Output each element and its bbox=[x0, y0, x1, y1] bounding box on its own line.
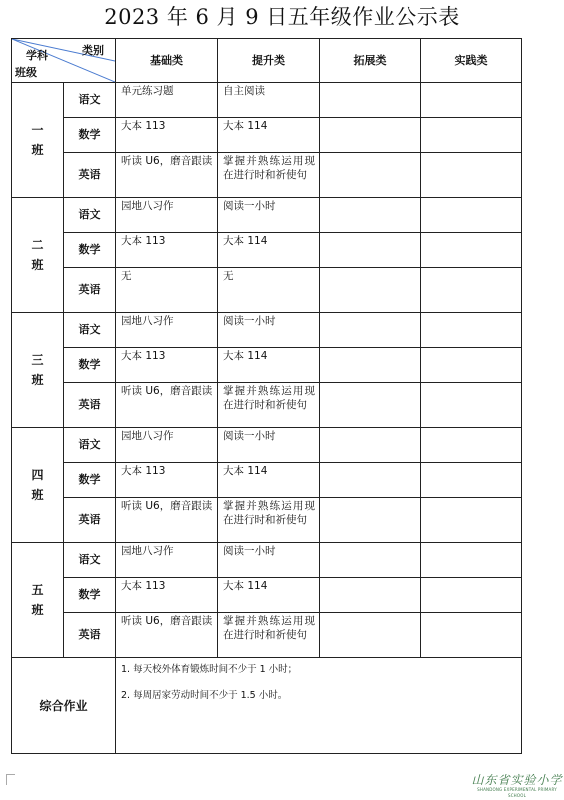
corner-class-label: 班级 bbox=[15, 66, 37, 79]
table-row bbox=[12, 118, 522, 153]
class-name-cell: 三 班 bbox=[12, 313, 64, 428]
corner-cell bbox=[12, 39, 116, 83]
practice-homework-cell bbox=[421, 233, 522, 268]
practice-homework-cell bbox=[421, 313, 522, 348]
practice-homework-cell bbox=[421, 543, 522, 578]
subject-cell: 英语 bbox=[64, 268, 116, 313]
table-row bbox=[12, 83, 522, 118]
basic-homework-cell: 听读 U6，磨音跟读 bbox=[116, 498, 218, 543]
corner-category-label: 类别 bbox=[82, 44, 104, 57]
basic-homework-cell: 园地八习作 bbox=[116, 313, 218, 348]
column-header-advanced: 提升类 bbox=[218, 39, 320, 83]
subject-cell: 英语 bbox=[64, 383, 116, 428]
subject-cell: 英语 bbox=[64, 153, 116, 198]
table-row bbox=[12, 498, 522, 543]
basic-homework-cell: 听读 U6，磨音跟读 bbox=[116, 153, 218, 198]
basic-homework-cell: 园地八习作 bbox=[116, 198, 218, 233]
advanced-homework-cell: 大本 114 bbox=[218, 233, 320, 268]
table-row bbox=[12, 543, 522, 578]
corner-crop-mark bbox=[6, 774, 15, 785]
basic-homework-cell: 大本 113 bbox=[116, 348, 218, 383]
header-row bbox=[12, 39, 522, 83]
table-row bbox=[12, 313, 522, 348]
corner-subject-label: 学科 bbox=[26, 49, 48, 62]
advanced-homework-cell: 大本 114 bbox=[218, 118, 320, 153]
advanced-homework-cell: 阅读一小时 bbox=[218, 543, 320, 578]
subject-cell: 语文 bbox=[64, 313, 116, 348]
basic-homework-cell: 大本 113 bbox=[116, 118, 218, 153]
table-row bbox=[12, 383, 522, 428]
advanced-homework-cell: 掌握并熟练运用现在进行时和祈使句 bbox=[218, 498, 320, 543]
basic-homework-cell: 大本 113 bbox=[116, 233, 218, 268]
basic-homework-cell: 听读 U6，磨音跟读 bbox=[116, 613, 218, 658]
practice-homework-cell bbox=[421, 268, 522, 313]
subject-cell: 数学 bbox=[64, 118, 116, 153]
subject-cell: 数学 bbox=[64, 233, 116, 268]
advanced-homework-cell: 阅读一小时 bbox=[218, 313, 320, 348]
practice-homework-cell bbox=[421, 198, 522, 233]
class-name-cell: 二 班 bbox=[12, 198, 64, 313]
basic-homework-cell: 单元练习题 bbox=[116, 83, 218, 118]
subject-cell: 英语 bbox=[64, 498, 116, 543]
practice-homework-cell bbox=[421, 383, 522, 428]
basic-homework-cell: 听读 U6，磨音跟读 bbox=[116, 383, 218, 428]
column-header-basic: 基础类 bbox=[116, 39, 218, 83]
subject-cell: 英语 bbox=[64, 613, 116, 658]
comprehensive-label: 综合作业 bbox=[12, 658, 116, 754]
extended-homework-cell bbox=[320, 268, 421, 313]
table-row bbox=[12, 613, 522, 658]
table-row bbox=[12, 268, 522, 313]
page-title: 2023 年 6 月 9 日五年级作业公示表 bbox=[104, 5, 460, 29]
advanced-homework-cell: 阅读一小时 bbox=[218, 428, 320, 463]
class-name-cell: 一 班 bbox=[12, 83, 64, 198]
practice-homework-cell bbox=[421, 153, 522, 198]
class-name-cell: 四 班 bbox=[12, 428, 64, 543]
column-header-practice: 实践类 bbox=[421, 39, 522, 83]
comprehensive-item: 1. 每天校外体育锻炼时间不少于 1 小时； bbox=[121, 664, 298, 675]
extended-homework-cell bbox=[320, 543, 421, 578]
extended-homework-cell bbox=[320, 498, 421, 543]
extended-homework-cell bbox=[320, 428, 421, 463]
practice-homework-cell bbox=[421, 498, 522, 543]
advanced-homework-cell: 阅读一小时 bbox=[218, 198, 320, 233]
extended-homework-cell bbox=[320, 198, 421, 233]
advanced-homework-cell: 大本 114 bbox=[218, 463, 320, 498]
table-row bbox=[12, 198, 522, 233]
practice-homework-cell bbox=[421, 463, 522, 498]
practice-homework-cell bbox=[421, 428, 522, 463]
extended-homework-cell bbox=[320, 233, 421, 268]
advanced-homework-cell: 自主阅读 bbox=[218, 83, 320, 118]
comprehensive-row bbox=[12, 658, 522, 754]
basic-homework-cell: 园地八习作 bbox=[116, 543, 218, 578]
extended-homework-cell bbox=[320, 348, 421, 383]
class-name-cell: 五 班 bbox=[12, 543, 64, 658]
extended-homework-cell bbox=[320, 613, 421, 658]
extended-homework-cell bbox=[320, 313, 421, 348]
school-logo bbox=[470, 773, 564, 799]
advanced-homework-cell: 掌握并熟练运用现在进行时和祈使句 bbox=[218, 383, 320, 428]
table-row bbox=[12, 233, 522, 268]
table-row bbox=[12, 153, 522, 198]
subject-cell: 数学 bbox=[64, 348, 116, 383]
advanced-homework-cell: 大本 114 bbox=[218, 348, 320, 383]
subject-cell: 数学 bbox=[64, 463, 116, 498]
comprehensive-content bbox=[116, 658, 522, 754]
extended-homework-cell bbox=[320, 578, 421, 613]
subject-cell: 数学 bbox=[64, 578, 116, 613]
basic-homework-cell: 大本 113 bbox=[116, 463, 218, 498]
advanced-homework-cell: 掌握并熟练运用现在进行时和祈使句 bbox=[218, 613, 320, 658]
basic-homework-cell: 无 bbox=[116, 268, 218, 313]
table-row bbox=[12, 578, 522, 613]
practice-homework-cell bbox=[421, 613, 522, 658]
table-row bbox=[12, 428, 522, 463]
advanced-homework-cell: 掌握并熟练运用现在进行时和祈使句 bbox=[218, 153, 320, 198]
extended-homework-cell bbox=[320, 83, 421, 118]
table-row bbox=[12, 348, 522, 383]
subject-cell: 语文 bbox=[64, 198, 116, 233]
logo-chinese-text: 山东省实验小学 bbox=[471, 773, 563, 787]
extended-homework-cell bbox=[320, 118, 421, 153]
extended-homework-cell bbox=[320, 153, 421, 198]
subject-cell: 语文 bbox=[64, 543, 116, 578]
extended-homework-cell bbox=[320, 463, 421, 498]
homework-table bbox=[11, 38, 522, 754]
basic-homework-cell: 园地八习作 bbox=[116, 428, 218, 463]
table-row bbox=[12, 463, 522, 498]
subject-cell: 语文 bbox=[64, 83, 116, 118]
practice-homework-cell bbox=[421, 118, 522, 153]
practice-homework-cell bbox=[421, 578, 522, 613]
practice-homework-cell bbox=[421, 83, 522, 118]
comprehensive-item: 2. 每周居家劳动时间不少于 1.5 小时。 bbox=[121, 690, 288, 701]
logo-english-text: SHANDONG EXPERIMENTAL PRIMARY SCHOOL bbox=[477, 787, 557, 798]
basic-homework-cell: 大本 113 bbox=[116, 578, 218, 613]
advanced-homework-cell: 无 bbox=[218, 268, 320, 313]
column-header-extended: 拓展类 bbox=[320, 39, 421, 83]
advanced-homework-cell: 大本 114 bbox=[218, 578, 320, 613]
practice-homework-cell bbox=[421, 348, 522, 383]
subject-cell: 语文 bbox=[64, 428, 116, 463]
extended-homework-cell bbox=[320, 383, 421, 428]
